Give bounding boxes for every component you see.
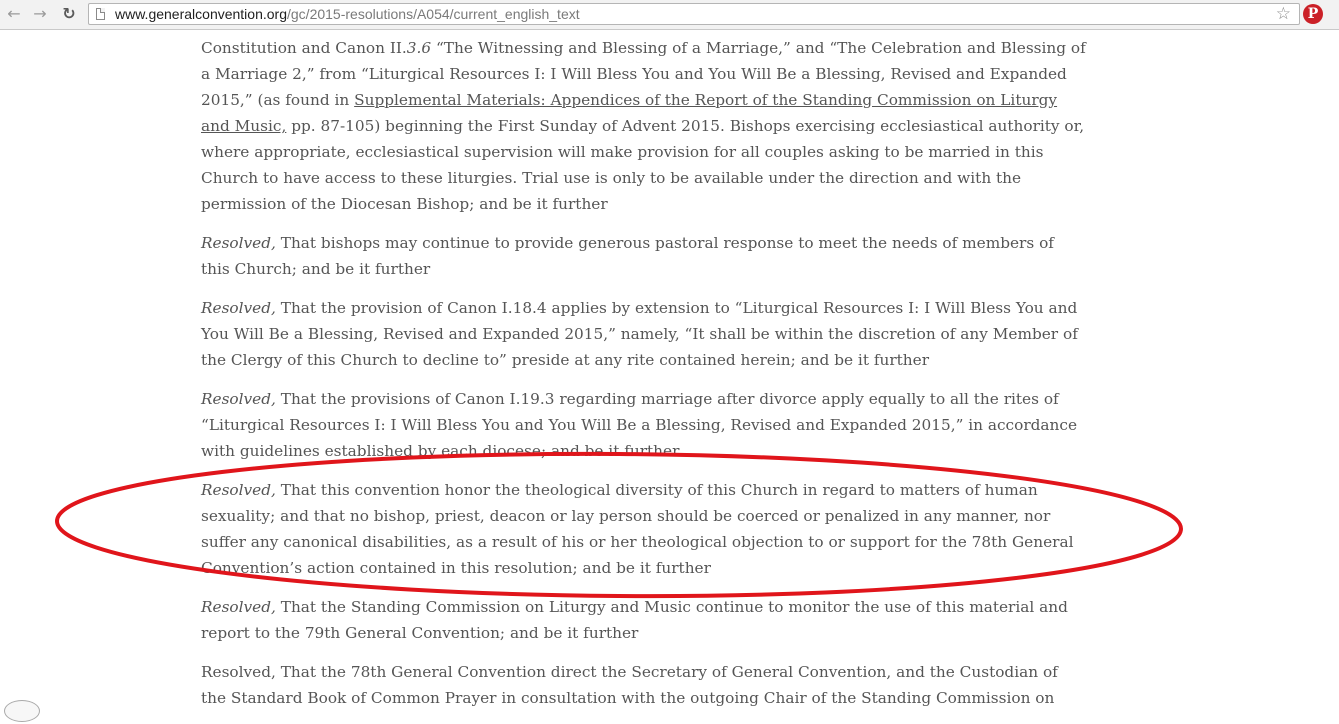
paragraph-3: [201, 295, 1086, 373]
paragraph-1-text-a: “The Witnessing and Blessing of a Marriage,” and “The Celebration and Blessing of a Marriage 2,” from “Liturgical Resources I: I Will Bless You and You Will Be a Blessing, Revised and Expanded 2015,” (as found in: [201, 39, 1086, 109]
paragraph-5-text: That this convention honor the theological diversity of this Church in regard to matters of human sexuality; and that no bishop, priest, deacon or lay person should be coerced or penalized in any manner, nor suffer any canonical disabilities, as a result of his or her theological objection to or support for the 78th General Convention’s action contained in this resolution; and be it further: [201, 481, 1074, 577]
resolved-label: Resolved,: [201, 234, 276, 252]
url-path: /gc/2015-resolutions/A054/current_english_text: [287, 6, 580, 22]
paragraph-3-text: That the provision of Canon I.18.4 applies by extension to “Liturgical Resources I: I Will Bless You and You Will Be a Blessing, Revised and Expanded 2015,” namely, “It shall be within the discretion of any Member of the Clergy of this Church to decline to” preside at any rite contained herein; and be it further: [201, 299, 1078, 369]
paragraph-5-highlighted: [201, 477, 1086, 581]
browser-toolbar: [0, 0, 1339, 30]
resolution-text: [201, 35, 1086, 724]
resolved-label: Resolved,: [201, 299, 276, 317]
reload-icon[interactable]: ↻: [62, 4, 76, 23]
paragraph-2-text: That bishops may continue to provide generous pastoral response to meet the needs of members of this Church; and be it further: [201, 234, 1054, 278]
forward-arrow-icon[interactable]: →: [33, 4, 47, 23]
paragraph-7-text: Resolved, That the 78th General Convention direct the Secretary of General Convention, and the Custodian of the Standard Book of Common Prayer in consultation with the outgoing Chair of the Standing Commission on: [201, 663, 1058, 707]
bookmark-star-icon[interactable]: ☆: [1275, 4, 1291, 24]
pinterest-extension-icon[interactable]: P: [1303, 4, 1323, 24]
paragraph-2: [201, 230, 1086, 282]
paragraph-7: [201, 659, 1086, 711]
paragraph-1-text-b: pp. 87-105) beginning the First Sunday of Advent 2015. Bishops exercising ecclesiastical authority or, where appropriate, ecclesiastical supervision will make provision for all couples asking to be married in this Church to have access to these liturgies. Trial use is only to be available under the direction and with the permission of the Diocesan Bishop; and be it further: [201, 117, 1085, 213]
url-text[interactable]: [115, 4, 580, 24]
paragraph-1: [201, 35, 1086, 217]
page-icon: [96, 8, 105, 20]
resolved-label: Resolved,: [201, 598, 276, 616]
paragraph-6-text: That the Standing Commission on Liturgy and Music continue to monitor the use of this material and report to the 79th General Convention; and be it further: [201, 598, 1068, 642]
back-arrow-icon[interactable]: ←: [7, 4, 21, 23]
paragraph-6: [201, 594, 1086, 646]
url-domain: www.generalconvention.org: [115, 6, 287, 22]
floating-widget[interactable]: [4, 700, 40, 722]
paragraph-1-lead-italic: 3.6: [406, 39, 432, 57]
address-bar[interactable]: [88, 3, 1300, 25]
paragraph-4: [201, 386, 1086, 464]
resolved-label: Resolved,: [201, 390, 276, 408]
supplemental-materials-link[interactable]: Supplemental Materials: Appendices of the Report of the Standing Commission on Liturgy and Music,: [201, 91, 1058, 135]
paragraph-4-text: That the provisions of Canon I.19.3 regarding marriage after divorce apply equally to all the rites of “Liturgical Resources I: I Will Bless You and You Will Be a Blessing, Revised and Expanded 2015,” in accordance with guidelines established by each diocese; and be it further: [201, 390, 1078, 460]
resolved-label: Resolved,: [201, 481, 276, 499]
paragraph-1-lead: Constitution and Canon II.: [201, 39, 407, 57]
